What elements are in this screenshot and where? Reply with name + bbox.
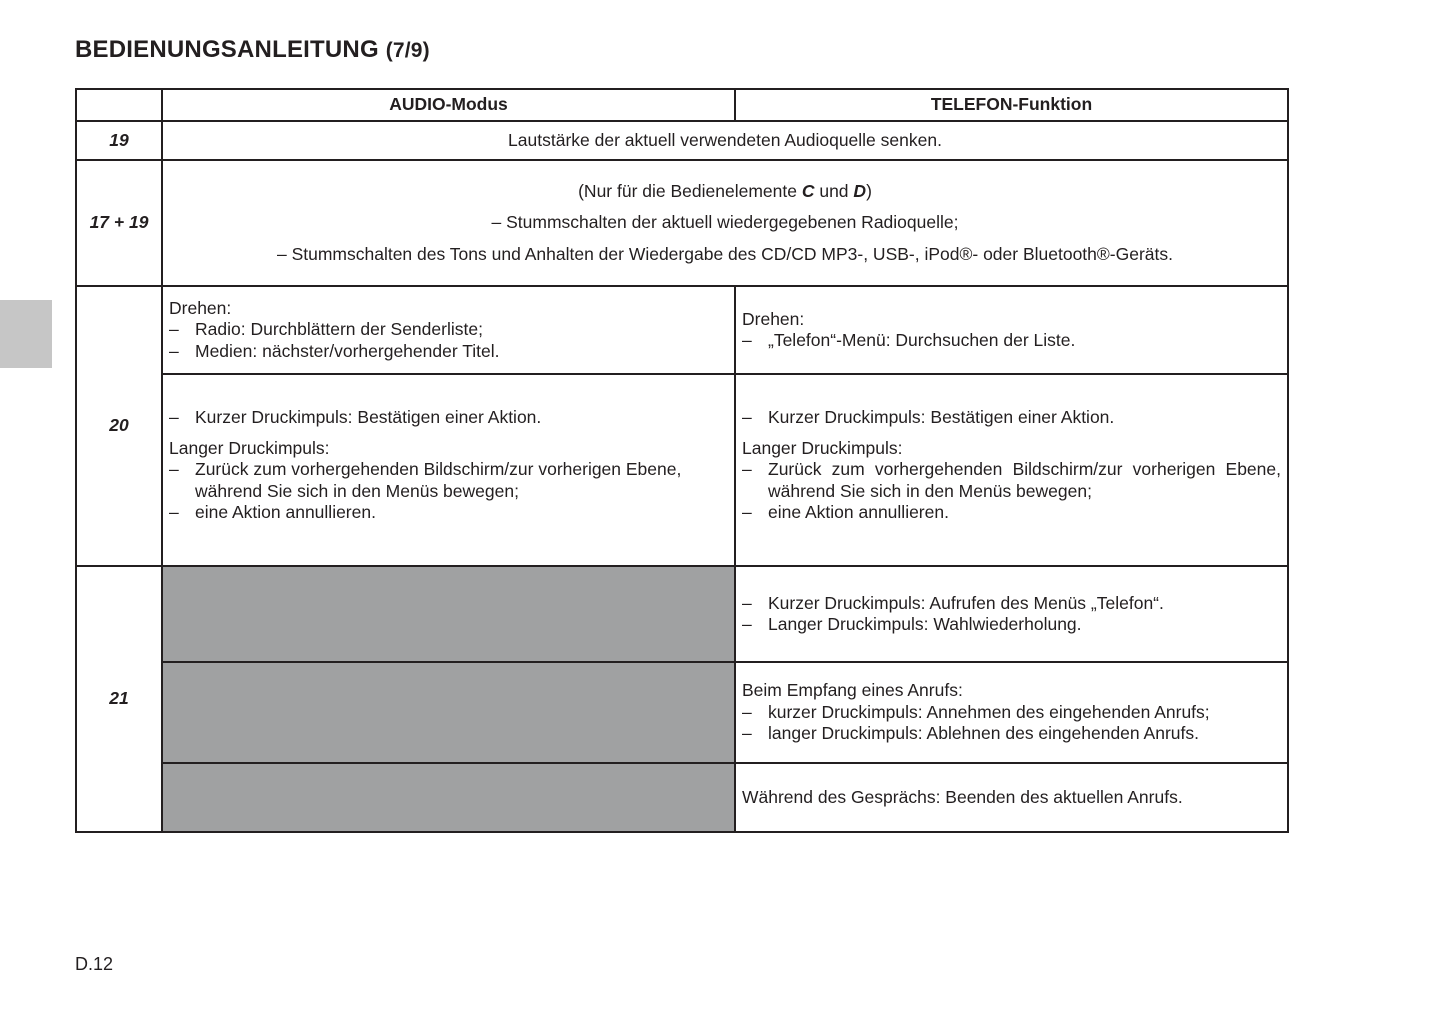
- intro-mid: und: [814, 180, 854, 201]
- dash: –: [742, 592, 752, 613]
- control-letter-d: D: [853, 180, 867, 201]
- header-row: [76, 89, 1288, 121]
- dash: –: [169, 340, 179, 361]
- row21-tel-c: Während des Gesprächs: Beenden des aktuellen Anrufs.: [735, 763, 1288, 832]
- list-item: [169, 319, 728, 341]
- list-item: [169, 502, 728, 524]
- dash: –: [169, 319, 179, 340]
- list-item: [169, 459, 728, 502]
- page-number: D.12: [75, 954, 114, 974]
- list-item: [742, 593, 1281, 615]
- item-text: Langer Druckimpuls: Wahlwiederholung.: [768, 614, 1082, 634]
- intro-post: ): [866, 180, 872, 201]
- control-letter-c: C: [801, 180, 815, 201]
- item-text: eine Aktion annullieren.: [195, 502, 376, 523]
- dash: –: [742, 701, 752, 722]
- item-text: Kurzer Druckimpuls: Aufrufen des Menüs „Telefon“.: [768, 592, 1164, 613]
- dash: –: [742, 459, 752, 480]
- dash: –: [742, 502, 752, 523]
- section-tab-marker: [0, 300, 52, 368]
- control-table: [75, 88, 1289, 833]
- list-item: [169, 341, 728, 363]
- row21-audio-shaded: [162, 662, 735, 763]
- row17-19-cell: [162, 160, 1288, 286]
- row21-audio-shaded: [162, 763, 735, 832]
- list-item: [742, 330, 1281, 352]
- row17-19-line3: – Stummschalten des Tons und Anhalten der Wiedergabe des CD/CD MP3-, USB-, iPod®- oder Bluetooth®-Geräts.: [276, 243, 1174, 264]
- row21-tel-a: [735, 566, 1288, 662]
- row17-19-line2: – Stummschalten der aktuell wiedergegebenen Radioquelle;: [491, 212, 959, 233]
- header-audio: AUDIO-Modus: [162, 89, 735, 121]
- page-title: [75, 34, 430, 67]
- table-row-20a: [76, 286, 1288, 374]
- dash: –: [169, 407, 179, 428]
- page-indicator: (7/9): [385, 39, 430, 62]
- title-text: BEDIENUNGSANLEITUNG: [75, 36, 379, 63]
- item-text: Kurzer Druckimpuls: Bestätigen einer Aktion.: [195, 407, 542, 428]
- row19-text: Lautstärke der aktuell verwendeten Audioquelle senken.: [162, 121, 1288, 160]
- item-text: eine Aktion annullieren.: [768, 502, 949, 523]
- dash: –: [742, 407, 752, 428]
- control-number: 20: [76, 286, 162, 566]
- turn-label: Drehen:: [742, 308, 805, 329]
- item-text: Zurück zum vorhergehenden Bildschirm/zur vorherigen Ebene, während Sie sich in den Menüs bewegen;: [768, 459, 1281, 501]
- row20-audio-press: [162, 374, 735, 566]
- table-row-20b: [76, 374, 1288, 566]
- row20-tel-turn: [735, 286, 1288, 374]
- item-text: Zurück zum vorhergehenden Bildschirm/zur vorherigen Ebene, während Sie sich in den Menüs bewegen;: [195, 459, 682, 501]
- item-text: Kurzer Druckimpuls: Bestätigen einer Aktion.: [768, 407, 1115, 428]
- row17-19-intro: [169, 181, 1281, 203]
- long-press-label: Langer Druckimpuls:: [169, 437, 330, 458]
- list-item: [742, 459, 1281, 502]
- turn-label: Drehen:: [169, 297, 232, 318]
- item-text: „Telefon“-Menü: Durchsuchen der Liste.: [768, 330, 1076, 350]
- dash: –: [169, 502, 179, 523]
- long-press-label: Langer Druckimpuls:: [742, 437, 903, 458]
- table-row-21a: [76, 566, 1288, 662]
- dash: –: [742, 614, 752, 634]
- header-telefon: TELEFON-Funktion: [735, 89, 1288, 121]
- table-row-21c: [76, 763, 1288, 832]
- list-item: [169, 407, 728, 429]
- item-text: langer Druckimpuls: Ablehnen des eingehenden Anrufs.: [768, 723, 1199, 744]
- item-text: Radio: Durchblättern der Senderliste;: [195, 319, 483, 340]
- dash: –: [742, 330, 752, 350]
- row20-audio-turn: [162, 286, 735, 374]
- table-row-19: [76, 121, 1288, 160]
- dash: –: [169, 459, 179, 480]
- row20-tel-press: [735, 374, 1288, 566]
- table-row-17-19: [76, 160, 1288, 286]
- table-row-21b: [76, 662, 1288, 763]
- control-number: 19: [76, 121, 162, 160]
- list-item: [742, 502, 1281, 524]
- item-text: kurzer Druckimpuls: Annehmen des eingehenden Anrufs;: [768, 701, 1210, 722]
- item-text: Medien: nächster/vorhergehender Titel.: [195, 340, 500, 361]
- list-item: [742, 614, 1281, 636]
- list-item: [742, 702, 1281, 724]
- intro-pre: (Nur für die Bedienelemente: [578, 180, 802, 201]
- row21-audio-shaded: [162, 566, 735, 662]
- control-number: 21: [76, 566, 162, 832]
- control-number: 17 + 19: [76, 160, 162, 286]
- row21-tel-b: [735, 662, 1288, 763]
- dash: –: [742, 723, 752, 744]
- list-item: [742, 723, 1281, 745]
- header-blank: [76, 89, 162, 121]
- incoming-call-label: Beim Empfang eines Anrufs:: [742, 680, 963, 701]
- list-item: [742, 407, 1281, 429]
